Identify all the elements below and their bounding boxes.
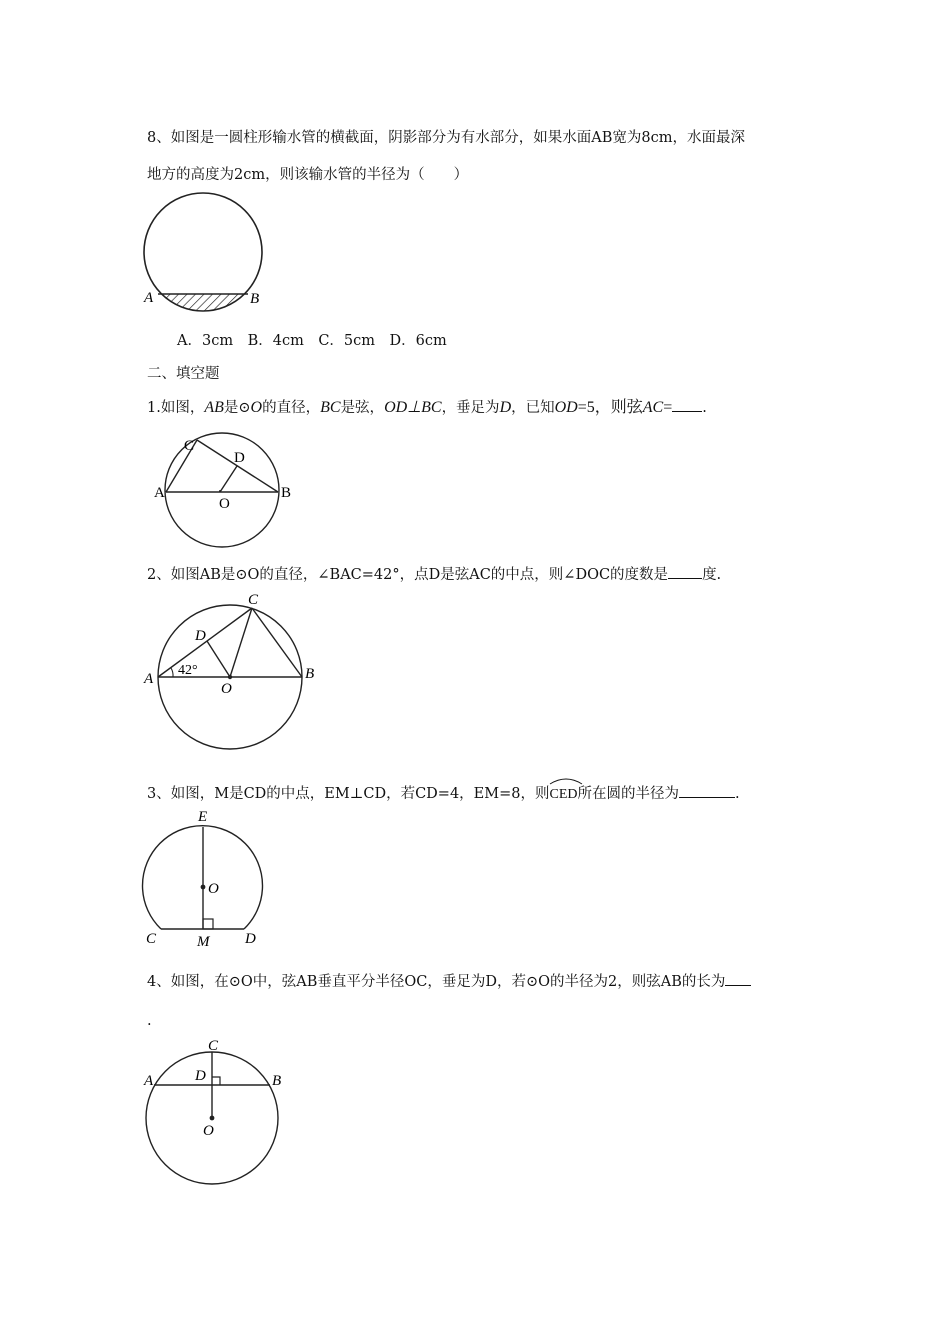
section-title: 二、填空题 [147,366,220,382]
p2-text [147,564,721,585]
p2-angle-label: 42° [178,663,198,678]
p2-angle-arc [171,668,173,677]
p2-label-o: O [221,681,232,697]
p1-label-o: O [219,496,230,512]
p1-center-dot [219,490,221,492]
q8-text-line1: 8、如图是一圆柱形输水管的横截面，阴影部分为有水部分，如果水面AB宽为8cm，水面最深 [147,130,745,146]
p1-chord-bc [197,440,278,492]
p4-center-dot [210,1116,215,1121]
p3-figure [140,805,275,950]
p1-t3: 是弦， [340,400,385,416]
p1-label-c: C [184,438,195,454]
p2-segment-od [207,641,230,677]
p3-text [147,779,740,805]
q8-figure [138,190,278,320]
p1-od: OD [554,399,578,416]
p1-ac: AC [642,399,664,416]
p2-segment-oc [230,608,252,677]
p3-arc-label: CED [549,787,578,802]
p1-t5: ，已知 [511,400,555,416]
p1-t6: =5，则弦 [577,399,643,416]
p1-bc: BC [320,399,341,416]
q8-text-line2: 地方的高度为2cm，则该输水管的半径为（ ） [147,167,469,183]
p2-end: 度. [702,567,722,583]
p4-label-c: C [208,1038,219,1054]
p1-ab: AB [204,399,224,416]
p3-body2: 所在圆的半径为 [577,786,679,802]
p2-chord-bc [252,608,302,677]
p1-t7: = [663,399,673,416]
p1-prefix: 1.如图， [147,400,205,416]
p4-figure [140,1032,295,1190]
p3-label-d: D [245,931,256,947]
p1-segment-od [220,466,237,492]
p2-label-a: A [144,671,154,687]
p3-label-o: O [208,881,219,897]
p4-text [147,971,751,992]
p1-label-a: A [154,485,165,501]
p4-right-angle-mark [212,1077,220,1085]
q8-label-a: A [144,290,154,306]
q8-label-b: B [250,291,260,307]
p1-text [147,397,707,418]
p1-label-b: B [281,485,292,501]
p4-label-o: O [203,1123,214,1139]
p3-label-m: M [197,934,210,950]
p1-o: O [250,399,263,416]
p4-body: 4、如图，在⊙O中，弦AB垂直平分半径OC，垂足为D，若⊙O的半径为2，则弦AB的长为 [147,974,726,990]
p3-arc-ced [549,779,577,805]
p1-t1: 是⊙ [223,400,251,416]
p1-d: D [499,399,512,416]
p3-answer-blank [679,783,735,798]
p2-center-dot [228,675,232,679]
p1-figure [150,432,305,550]
p3-label-e: E [198,809,208,825]
p3-label-c: C [146,931,157,947]
p2-label-b: B [305,666,315,682]
p1-label-d: D [234,450,245,466]
p1-t2: 的直径， [262,400,321,416]
p2-body: 2、如图AB是⊙O的直径，∠BAC=42°，点D是弦AC的中点，则∠DOC的度数是 [147,567,669,583]
p2-figure [140,590,325,752]
p1-t4: ，垂足为 [441,400,500,416]
p2-label-c: C [248,592,259,608]
p3-end: . [734,786,740,802]
p3-body: 3、如图，M是CD的中点，EM⊥CD，若CD=4，EM=8，则 [147,786,550,802]
p2-label-d: D [195,628,206,644]
p1-od-bc: OD⊥BC [384,399,442,416]
q8-options: A．3cm B．4cm C．5cm D．6cm [177,333,447,349]
p1-answer-blank [672,397,702,412]
arc-symbol [549,777,583,785]
p4-end: . [147,1013,152,1029]
p4-label-a: A [144,1073,154,1089]
p4-answer-blank [725,971,751,986]
p3-right-angle-mark [203,919,213,929]
p4-label-d: D [195,1068,206,1084]
p1-end: . [702,400,707,416]
p3-center-dot [201,885,206,890]
p2-answer-blank [668,564,702,579]
p4-label-b: B [272,1073,282,1089]
